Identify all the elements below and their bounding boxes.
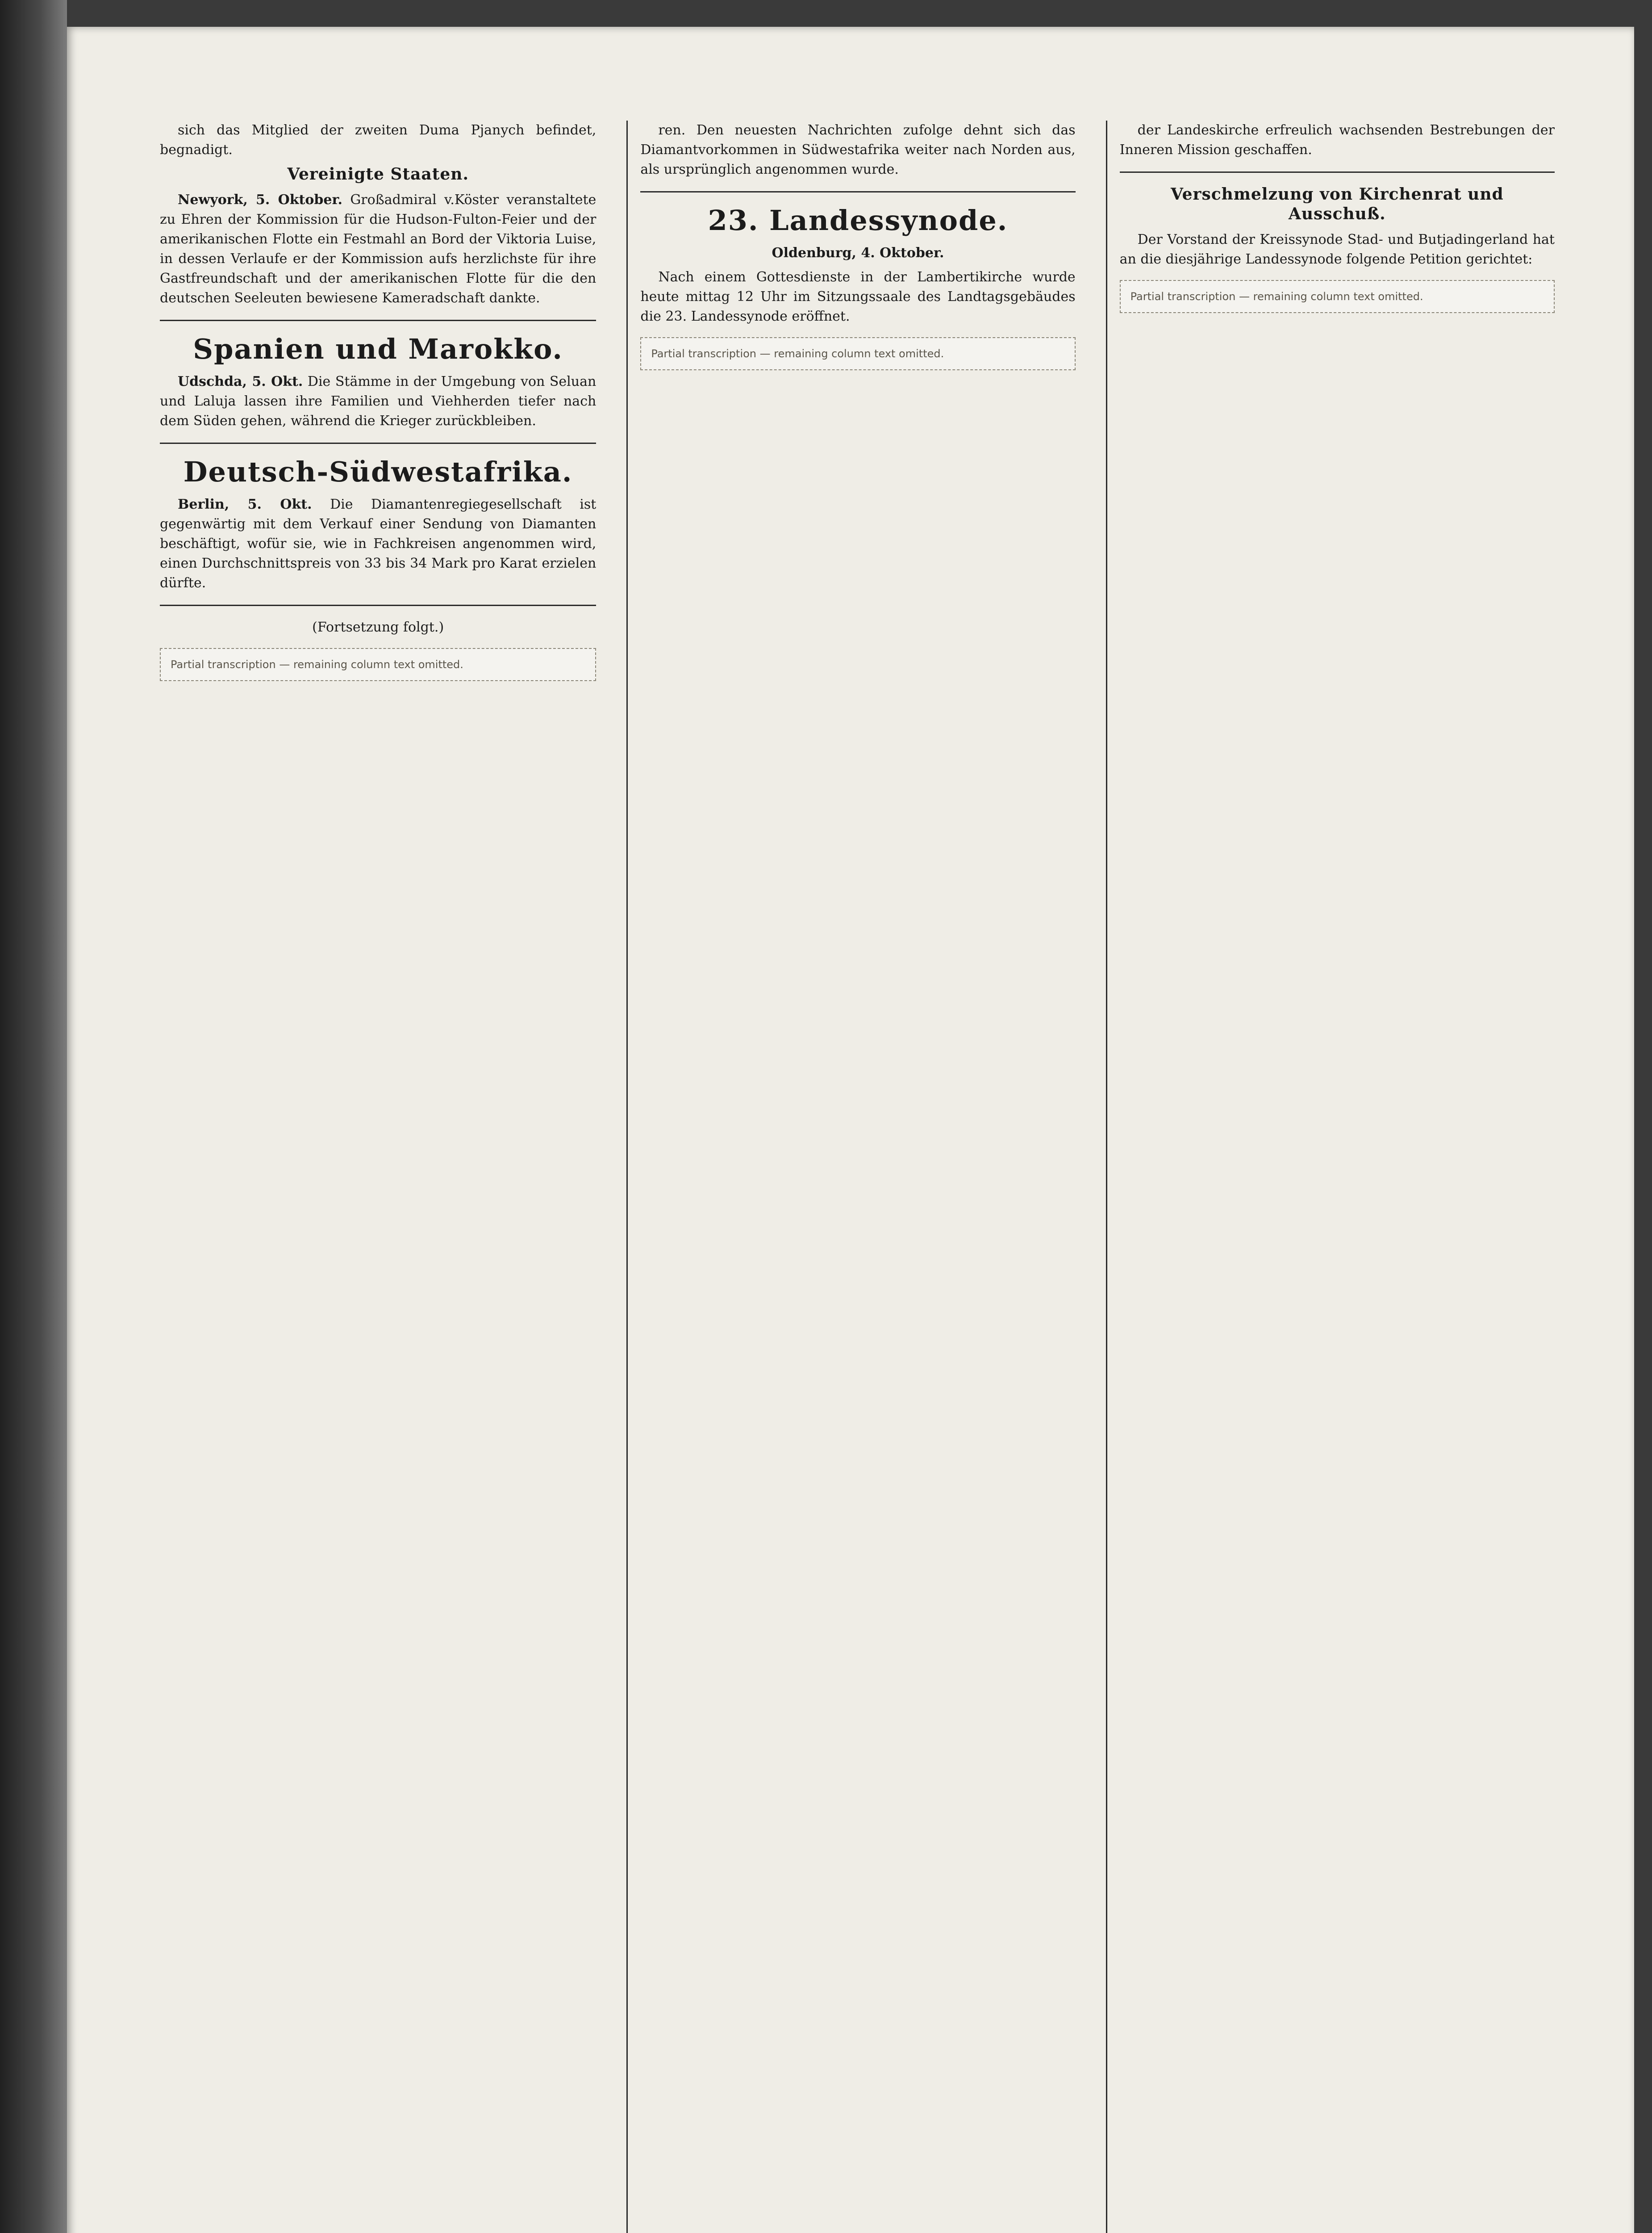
- dateline-spain: Udschda, 5. Okt.: [178, 374, 303, 389]
- column-1: [147, 121, 609, 2233]
- section-title-merge: Verschmelzung von Kirchenrat und Ausschuß.: [1170, 185, 1504, 223]
- section-usa-lead: Großadmiral v.Köster veranstaltete zu Ehren der Kommission für die Hudson-Fulton-Feier und der amerikanischen Flotte ein Festmahl an Bord der Viktoria Luise, in dessen Verlaufe er der Kommission aufs herzlichste für ihre Gastfreundschaft und der amerikanischen Flotte für die den deutschen Seeleuten bewiesene Kameradschaft dankte.: [160, 192, 597, 306]
- section-title-synode: 23. Landessynode.: [708, 204, 1008, 237]
- section-rule: [640, 191, 1075, 192]
- newspaper-page: [67, 27, 1634, 2233]
- section-dswa-text: [160, 495, 596, 593]
- column-2: [626, 121, 1088, 2233]
- omission-note: Partial transcription — remaining column text omitted.: [1120, 280, 1555, 313]
- omission-note: Partial transcription — remaining column text omitted.: [640, 337, 1075, 370]
- section-rule: [160, 443, 596, 444]
- section-synode-dateline: Oldenburg, 4. Oktober.: [772, 245, 944, 261]
- section-usa-text: [160, 190, 596, 308]
- column-1-lead: sich das Mitglied der zweiten Duma Pjanych befindet, begnadigt.: [160, 122, 597, 158]
- section-spain-text: [160, 372, 596, 431]
- section-rule: [160, 320, 596, 321]
- section-title-spain: Spanien und Marokko.: [193, 333, 563, 365]
- section-rule: [1120, 171, 1555, 173]
- column-3-lead: der Landeskirche erfreulich wachsenden Bestrebungen der Inneren Mission geschaffen.: [1119, 122, 1555, 158]
- section-rule: [160, 605, 596, 606]
- column-2-lead: ren. Den neuesten Nachrichten zufolge dehnt sich das Diamantvorkommen in Südwestafrika weiter nach Norden aus, als ursprünglich angenommen wurde.: [640, 122, 1076, 177]
- omission-note: Partial transcription — remaining column text omitted.: [160, 648, 596, 681]
- dateline-dswa: Berlin, 5. Okt.: [178, 497, 312, 512]
- column-grid: [147, 121, 1567, 2233]
- section-dswa-lead: Die Diamantenregiegesellschaft ist gegenwärtig mit dem Verkauf einer Sendung von Diamanten beschäftigt, wofür sie, wie in Fachkreisen angenommen wird, einen Durchschnittspreis von 33 bis 34 Mark pro Karat erzielen dürfte.: [160, 497, 597, 591]
- section-title-usa: Vereinigte Staaten.: [287, 165, 469, 184]
- column-3: [1106, 121, 1567, 2233]
- section-title-dswa: Deutsch-Südwestafrika.: [183, 456, 573, 488]
- section-synode-lead: Nach einem Gottesdienste in der Lambertikirche wurde heute mittag 12 Uhr im Sitzungssaale des Landtagsgebäudes die 23. Landessynode eröffnet.: [640, 269, 1076, 324]
- section-merge-lead: Der Vorstand der Kreissynode Stad- und Butjadingerland hat an die diesjährige Landessynode folgende Petition gerichtet:: [1119, 232, 1555, 267]
- feuilleton-end: (Fortsetzung folgt.): [312, 619, 444, 635]
- book-binding: [0, 0, 67, 2233]
- section-spain-lead: Die Stämme in der Umgebung von Seluan und Laluja lassen ihre Familien und Viehherden tiefer nach dem Süden gehen, während die Krieger zurückbleiben.: [160, 374, 597, 429]
- dateline-usa: Newyork, 5. Oktober.: [178, 192, 342, 208]
